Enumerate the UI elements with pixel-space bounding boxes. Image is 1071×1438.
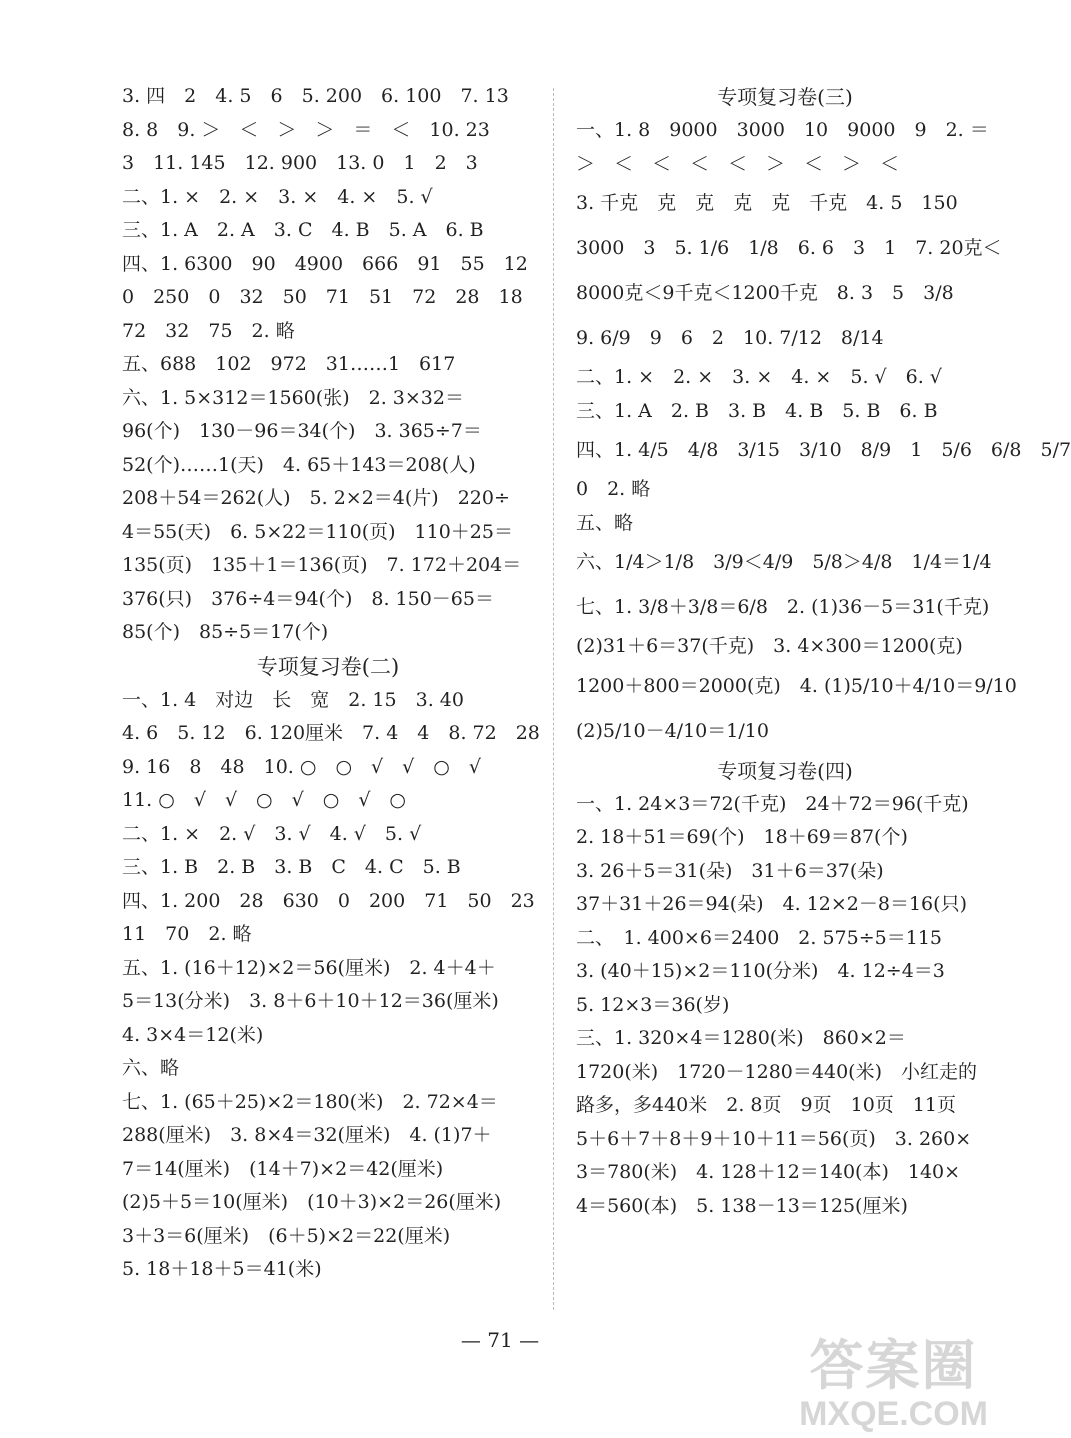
- watermark-mark: 答案圈: [809, 1334, 978, 1397]
- answer-line: 四、1. 6300 90 4900 666 91 55 12: [122, 252, 528, 275]
- answer-line: 六、略: [122, 1057, 180, 1079]
- answer-line: 96(个) 130－96＝34(个) 3. 365÷7＝: [122, 420, 482, 442]
- answer-line: 3. 四 2 4. 5 6 5. 200 6. 100 7. 13: [122, 85, 509, 107]
- answer-line: 1720(米) 1720－1280＝440(米) 小红走的: [576, 1060, 977, 1083]
- answer-line: 七、1. (65＋25)×2＝180(米) 2. 72×4＝: [122, 1090, 498, 1113]
- answer-line: 5＝13(分米) 3. 8＋6＋10＋12＝36(厘米): [122, 990, 499, 1012]
- answer-line: 三、1. B 2. B 3. B C 4. C 5. B: [122, 856, 461, 878]
- answer-line: 三、1. A 2. B 3. B 4. B 5. B 6. B: [576, 399, 938, 422]
- answer-line: 4. 3×4＝12(米): [122, 1023, 264, 1046]
- answer-line: 一、1. 4 对边 长 宽 2. 15 3. 40: [122, 688, 464, 711]
- answer-line: 三、1. 320×4＝1280(米) 860×2＝: [576, 1027, 906, 1049]
- answer-line: 一、1. 24×3＝72(千克) 24＋72＝96(千克): [576, 792, 969, 815]
- answer-line: 4＝560(本) 5. 138－13＝125(厘米): [576, 1194, 908, 1217]
- answer-line: 二、1. × 2. √ 3. √ 4. √ 5. √: [122, 822, 422, 845]
- page-number: — 71 —: [460, 1328, 540, 1352]
- answer-line: 11 70 2. 略: [122, 923, 252, 945]
- answer-line: 1200＋800＝2000(克) 4. (1)5/10＋4/10＝9/10: [576, 674, 1017, 697]
- watermark-logo: [799, 1336, 988, 1432]
- answer-line: 9. 16 8 48 10. ○ ○ √ √ ○ √: [122, 755, 481, 778]
- section-title: 专项复习卷(三): [717, 85, 853, 109]
- watermark-site: MXQE.COM: [799, 1395, 988, 1433]
- answer-line: 7＝14(厘米) (14＋7)×2＝42(厘米): [122, 1157, 444, 1180]
- answer-line: 五、1. (16＋12)×2＝56(厘米) 2. 4＋4＋: [122, 956, 496, 979]
- right-answer-column: [576, 80, 1071, 1223]
- answer-line: 3 11. 145 12. 900 13. 0 1 2 3: [122, 152, 478, 174]
- answer-line: 二、1. × 2. × 3. × 4. × 5. √ 6. √: [576, 366, 942, 388]
- answer-line: 3＋3＝6(厘米) (6＋5)×2＝22(厘米): [122, 1224, 451, 1247]
- answer-line: (2)5/10－4/10＝1/10: [576, 719, 769, 742]
- answer-line: 六、1. 5×312＝1560(张) 2. 3×32＝: [122, 386, 464, 409]
- answer-line: 一、1. 8 9000 3000 10 9000 9 2. ＝: [576, 119, 989, 141]
- answer-line: 3. (40＋15)×2＝110(分米) 4. 12÷4＝3: [576, 960, 945, 982]
- answer-line: 路多，多440米 2. 8页 9页 10页 11页: [576, 1094, 956, 1116]
- answer-line: 3＝780(米) 4. 128＋12＝140(本) 140×: [576, 1161, 961, 1183]
- answer-line: 11. ○ √ √ ○ √ ○ √ ○: [122, 789, 406, 811]
- answer-line: 3. 26＋5＝31(朵) 31＋6＝37(朵): [576, 859, 884, 882]
- column-divider: [553, 88, 554, 1310]
- answer-line: 二、 1. 400×6＝2400 2. 575÷5＝115: [576, 926, 943, 949]
- answer-line: 72 32 75 2. 略: [122, 319, 295, 342]
- answer-line: 8. 8 9. ＞ ＜ ＞ ＞ ＝ ＜ 10. 23: [122, 118, 490, 141]
- answer-line: 六、1/4＞1/8 3/9＜4/9 5/8＞4/8 1/4＝1/4: [576, 551, 992, 573]
- answer-line: (2)5＋5＝10(厘米) (10＋3)×2＝26(厘米): [122, 1191, 502, 1213]
- answer-line: 四、1. 4/5 4/8 3/15 3/10 8/9 1 5/6 6/8 5/7: [576, 439, 1071, 461]
- answer-line: ＞ ＜ ＜ ＜ ＜ ＞ ＜ ＞ ＜: [576, 152, 900, 175]
- section-title: 专项复习卷(二): [256, 654, 400, 679]
- answer-line: 37＋31＋26＝94(朵) 4. 12×2－8＝16(只): [576, 893, 967, 915]
- answer-line: 9. 6/9 9 6 2 10. 7/12 8/14: [576, 327, 884, 349]
- answer-line: 四、1. 200 28 630 0 200 71 50 23: [122, 889, 535, 912]
- answer-line: 8000克＜9千克＜1200千克 8. 3 5 3/8: [576, 282, 954, 304]
- answer-line: 二、1. × 2. × 3. × 4. × 5. √: [122, 185, 433, 208]
- answer-line: 52(个)……1(天) 4. 65＋143＝208(人): [122, 453, 476, 476]
- left-answer-column: [122, 80, 540, 1287]
- answer-line: 288(厘米) 3. 8×4＝32(厘米) 4. (1)7＋: [122, 1124, 492, 1146]
- answer-line: (2)31＋6＝37(千克) 3. 4×300＝1200(克): [576, 635, 963, 657]
- answer-line: 0 250 0 32 50 71 51 72 28 18: [122, 286, 523, 308]
- answer-line: 135(页) 135＋1＝136(页) 7. 172＋204＝: [122, 554, 522, 576]
- answer-line: 三、1. A 2. A 3. C 4. B 5. A 6. B: [122, 219, 484, 241]
- answer-line: 208＋54＝262(人) 5. 2×2＝4(片) 220÷: [122, 487, 510, 509]
- section-title: 专项复习卷(四): [717, 758, 853, 783]
- answer-line: 3. 千克 克 克 克 克 千克 4. 5 150: [576, 192, 958, 214]
- answer-line: 五、略: [576, 511, 634, 534]
- answer-line: 5＋6＋7＋8＋9＋10＋11＝56(页) 3. 260×: [576, 1127, 972, 1150]
- answer-line: 85(个) 85÷5＝17(个): [122, 621, 329, 643]
- answer-line: 5. 18＋18＋5＝41(米): [122, 1258, 322, 1280]
- answer-line: 5. 12×3＝36(岁): [576, 993, 730, 1016]
- answer-line: 七、1. 3/8＋3/8＝6/8 2. (1)36－5＝31(千克): [576, 596, 990, 618]
- answer-line: 4＝55(天) 6. 5×22＝110(页) 110＋25＝: [122, 520, 513, 543]
- answer-line: 376(只) 376÷4＝94(个) 8. 150－65＝: [122, 587, 494, 610]
- answer-line: 五、688 102 972 31……1 617: [122, 353, 456, 375]
- answer-line: 2. 18＋51＝69(个) 18＋69＝87(个): [576, 826, 908, 848]
- answer-line: 3000 3 5. 1/6 1/8 6. 6 3 1 7. 20克＜: [576, 237, 1002, 259]
- answer-line: 0 2. 略: [576, 478, 651, 500]
- answer-line: 4. 6 5. 12 6. 120厘米 7. 4 4 8. 72 28: [122, 722, 540, 744]
